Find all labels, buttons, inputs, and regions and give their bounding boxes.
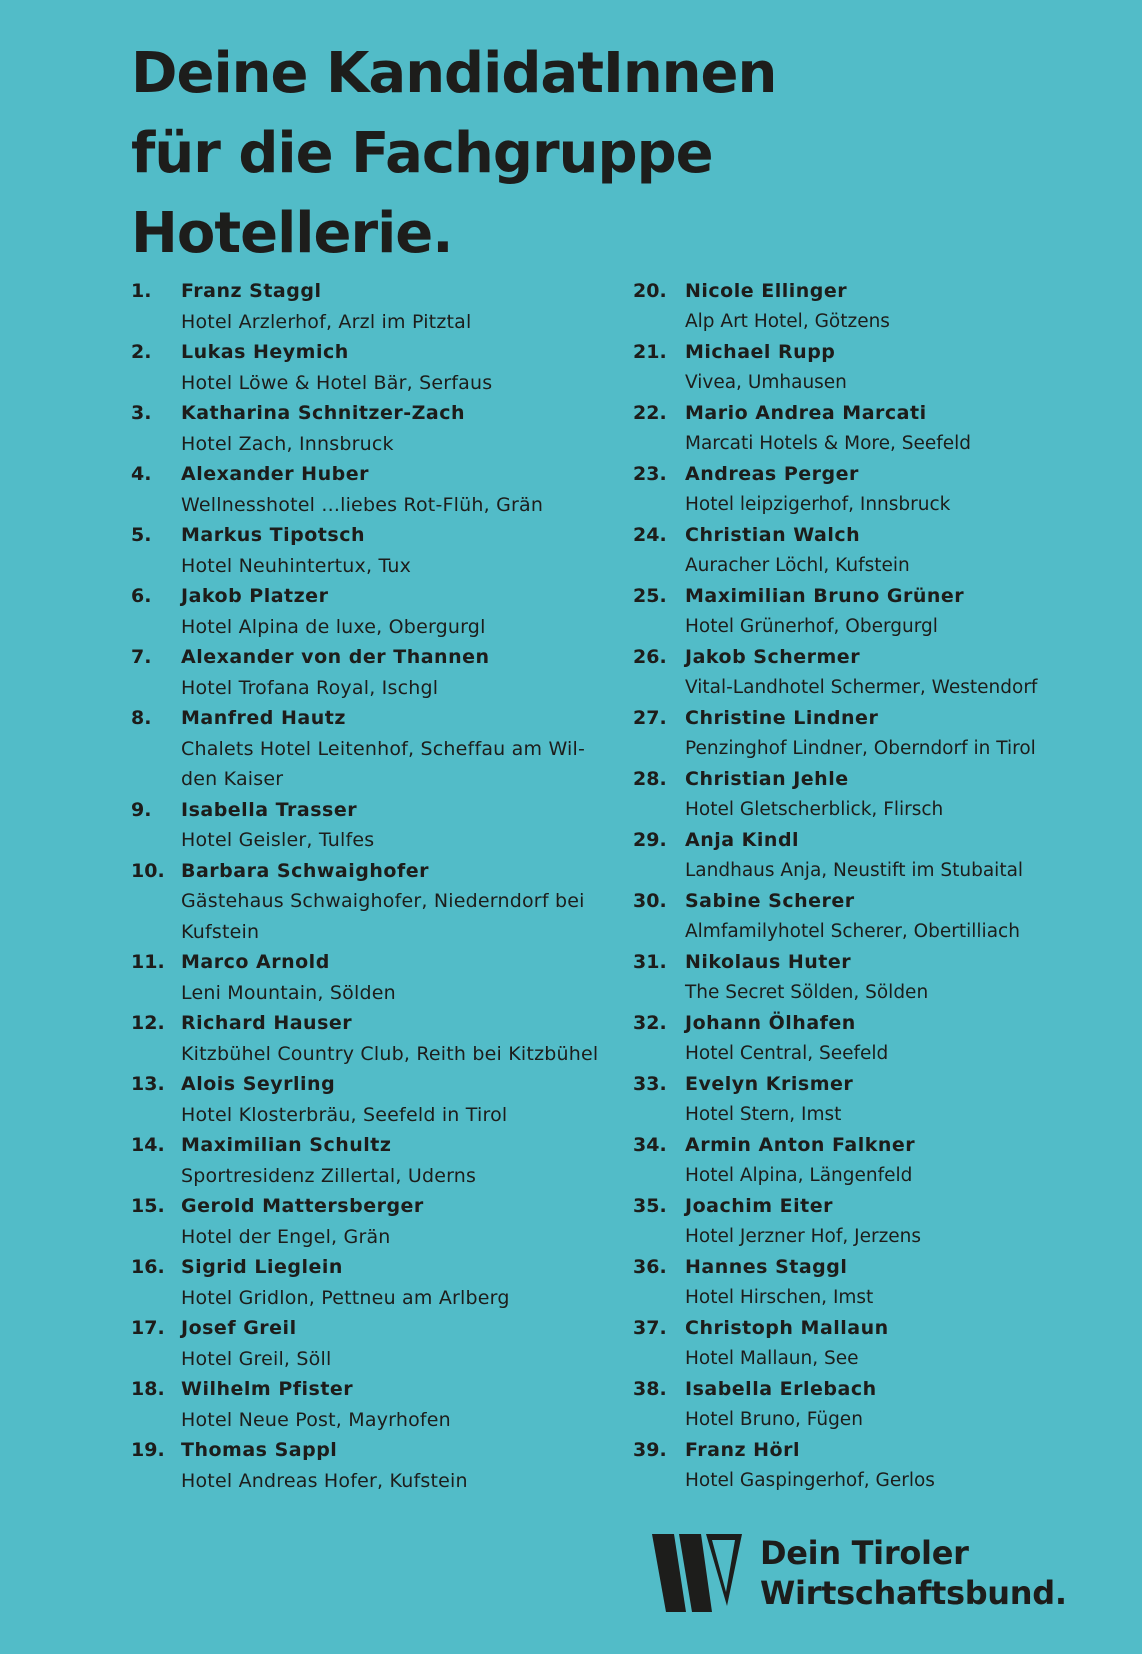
- candidate-details: [685, 1313, 1133, 1374]
- candidate-details: [181, 1374, 621, 1435]
- candidate-name: Katharina Schnitzer-Zach: [181, 402, 466, 424]
- candidate-number: 17.: [131, 1317, 165, 1339]
- candidate-number: 37.: [633, 1317, 667, 1339]
- candidate-number: 38.: [633, 1378, 667, 1400]
- candidate-entry: [633, 459, 1133, 520]
- candidate-hotel: Hotel Bruno, Fügen: [685, 1408, 863, 1430]
- candidate-hotel: Hotel Gaspingerhof, Gerlos: [685, 1469, 935, 1491]
- candidate-hotel: Penzinghof Lindner, Oberndorf in Tirol: [685, 737, 1036, 759]
- candidate-name: Johann Ölhafen: [685, 1012, 856, 1034]
- logo-wordmark: [760, 1533, 1067, 1613]
- candidate-details: [181, 1069, 621, 1130]
- candidate-details: [181, 795, 621, 856]
- candidate-name: Alexander Huber: [181, 463, 369, 485]
- candidate-number: 27.: [633, 707, 667, 729]
- candidate-name: Sabine Scherer: [685, 890, 855, 912]
- candidate-name: Christine Lindner: [685, 707, 879, 729]
- candidate-details: [181, 1435, 621, 1496]
- page-title: [131, 34, 776, 274]
- candidate-number: 20.: [633, 280, 667, 302]
- candidate-entry: [633, 276, 1133, 337]
- candidate-hotel: Vivea, Umhausen: [685, 371, 847, 393]
- candidate-hotel: Hotel Andreas Hofer, Kufstein: [181, 1469, 468, 1492]
- candidate-details: [685, 825, 1133, 886]
- candidate-number: 33.: [633, 1073, 667, 1095]
- candidate-name: Wilhelm Pfister: [181, 1378, 354, 1400]
- candidate-entry: [131, 337, 621, 398]
- candidate-entry: [633, 1069, 1133, 1130]
- candidate-number: 23.: [633, 463, 667, 485]
- candidate-entry: [131, 856, 621, 948]
- candidate-number: 10.: [131, 859, 165, 882]
- candidate-name: Jakob Schermer: [685, 646, 861, 668]
- candidate-entry: [633, 398, 1133, 459]
- candidate-entry: [131, 1252, 621, 1313]
- candidate-entry: [131, 947, 621, 1008]
- candidate-list-left: [131, 276, 621, 1496]
- candidate-hotel: Hotel Gridlon, Pettneu am Arlberg: [181, 1286, 510, 1309]
- candidate-number: 34.: [633, 1134, 667, 1156]
- candidate-number: 16.: [131, 1256, 165, 1278]
- candidate-number: 28.: [633, 768, 667, 790]
- candidate-details: [181, 642, 621, 703]
- candidate-name: Franz Staggl: [181, 280, 322, 302]
- candidate-number: 21.: [633, 341, 667, 363]
- candidate-hotel: The Secret Sölden, Sölden: [685, 981, 929, 1003]
- candidate-number: 11.: [131, 951, 165, 973]
- title-line: für die Fachgruppe: [131, 121, 713, 186]
- candidate-name: Evelyn Krismer: [685, 1073, 854, 1095]
- candidate-entry: [131, 703, 621, 795]
- candidate-details: [685, 642, 1133, 703]
- candidate-details: [181, 1008, 621, 1069]
- candidate-details: [181, 276, 621, 337]
- candidate-entry: [633, 1252, 1133, 1313]
- candidate-number: 5.: [131, 524, 152, 546]
- candidate-details: [181, 856, 621, 948]
- candidate-hotel: Hotel Central, Seefeld: [685, 1042, 889, 1064]
- candidate-name: Lukas Heymich: [181, 341, 349, 363]
- candidate-number: 30.: [633, 890, 667, 912]
- candidate-number: 8.: [131, 707, 152, 729]
- candidate-name: Maximilian Bruno Grüner: [685, 585, 965, 607]
- candidate-details: [685, 886, 1133, 947]
- candidate-name: Christian Walch: [685, 524, 861, 546]
- candidate-number: 3.: [131, 402, 152, 424]
- candidate-details: [685, 1435, 1133, 1496]
- candidate-name: Joachim Eiter: [685, 1195, 833, 1217]
- candidate-name: Markus Tipotsch: [181, 524, 365, 546]
- logo-line-1: Dein Tiroler: [760, 1534, 969, 1572]
- candidate-number: 15.: [131, 1195, 165, 1217]
- candidate-number: 13.: [131, 1073, 165, 1095]
- candidate-details: [685, 1008, 1133, 1069]
- candidate-hotel: Auracher Löchl, Kufstein: [685, 554, 910, 576]
- candidate-number: 39.: [633, 1439, 667, 1461]
- candidate-list-right: [633, 276, 1133, 1496]
- candidate-hotel: Hotel Hirschen, Imst: [685, 1286, 874, 1308]
- candidate-details: [685, 764, 1133, 825]
- candidate-number: 36.: [633, 1256, 667, 1278]
- candidate-name: Alexander von der Thannen: [181, 646, 490, 668]
- candidate-entry: [131, 1008, 621, 1069]
- candidate-details: [685, 459, 1133, 520]
- candidate-hotel: Kitzbühel Country Club, Reith bei Kitzbühel: [181, 1042, 599, 1065]
- candidate-number: 25.: [633, 585, 667, 607]
- candidate-hotel: Hotel Klosterbräu, Seefeld in Tirol: [181, 1103, 508, 1126]
- candidate-hotel: Hotel Trofana Royal, Ischgl: [181, 676, 439, 699]
- candidate-details: [685, 1130, 1133, 1191]
- candidate-entry: [633, 886, 1133, 947]
- candidate-details: [181, 1191, 621, 1252]
- candidate-name: Marco Arnold: [181, 951, 330, 973]
- candidate-details: [181, 337, 621, 398]
- candidate-entry: [633, 1313, 1133, 1374]
- candidate-number: 4.: [131, 463, 152, 485]
- candidate-number: 35.: [633, 1195, 667, 1217]
- candidate-details: [685, 520, 1133, 581]
- candidate-hotel: Hotel Greil, Söll: [181, 1347, 332, 1370]
- candidate-hotel: Hotel Arzlerhof, Arzl im Pitztal: [181, 310, 472, 333]
- candidate-entry: [131, 1313, 621, 1374]
- candidate-number: 2.: [131, 341, 152, 363]
- candidate-entry: [131, 276, 621, 337]
- candidate-entry: [633, 642, 1133, 703]
- candidate-name: Isabella Trasser: [181, 798, 358, 821]
- candidate-entry: [633, 520, 1133, 581]
- candidate-name: Franz Hörl: [685, 1439, 800, 1461]
- candidate-name: Barbara Schwaighofer: [181, 859, 429, 882]
- candidate-number: 6.: [131, 585, 152, 607]
- candidate-number: 19.: [131, 1439, 165, 1461]
- candidate-number: 24.: [633, 524, 667, 546]
- candidate-entry: [633, 1435, 1133, 1496]
- candidate-number: 29.: [633, 829, 667, 851]
- candidate-entry: [633, 1374, 1133, 1435]
- candidate-entry: [633, 947, 1133, 1008]
- candidate-hotel: Hotel Alpina de luxe, Obergurgl: [181, 615, 486, 638]
- logo: [652, 1533, 1067, 1613]
- candidate-number: 9.: [131, 798, 152, 821]
- candidate-hotel: Hotel Stern, Imst: [685, 1103, 842, 1125]
- candidate-hotel: Hotel Alpina, Längenfeld: [685, 1164, 913, 1186]
- candidate-entry: [131, 398, 621, 459]
- candidate-hotel: Hotel leipzigerhof, Innsbruck: [685, 493, 951, 515]
- candidate-name: Alois Seyrling: [181, 1073, 336, 1095]
- title-line: Deine KandidatInnen: [131, 41, 777, 106]
- candidate-name: Nikolaus Huter: [685, 951, 852, 973]
- candidate-number: 22.: [633, 402, 667, 424]
- candidate-hotel: Hotel Gletscherblick, Flirsch: [685, 798, 944, 820]
- candidate-hotel: Almfamilyhotel Scherer, Obertilliach: [685, 920, 1020, 942]
- candidate-name: Josef Greil: [181, 1317, 297, 1339]
- candidate-entry: [131, 1069, 621, 1130]
- candidate-entry: [131, 581, 621, 642]
- candidate-entry: [131, 642, 621, 703]
- candidate-hotel: Leni Mountain, Sölden: [181, 981, 396, 1004]
- candidate-entry: [131, 795, 621, 856]
- candidate-entry: [633, 703, 1133, 764]
- candidate-number: 26.: [633, 646, 667, 668]
- candidate-entry: [131, 1435, 621, 1496]
- candidate-details: [181, 947, 621, 1008]
- candidate-name: Thomas Sappl: [181, 1439, 338, 1461]
- logo-line-2: Wirtschaftsbund.: [760, 1574, 1067, 1612]
- candidate-number: 18.: [131, 1378, 165, 1400]
- candidate-details: [181, 520, 621, 581]
- candidate-hotel: Chalets Hotel Leitenhof, Scheffau am Wil-: [181, 737, 586, 760]
- candidate-details: [685, 1374, 1133, 1435]
- candidate-hotel: Vital-Landhotel Schermer, Westendorf: [685, 676, 1038, 698]
- candidate-name: Sigrid Lieglein: [181, 1256, 343, 1278]
- candidate-hotel: Hotel Löwe & Hotel Bär, Serfaus: [181, 371, 493, 394]
- candidate-entry: [131, 1130, 621, 1191]
- candidate-hotel-continued: Kufstein: [181, 920, 260, 943]
- candidate-name: Jakob Platzer: [181, 585, 329, 607]
- candidate-hotel: Hotel Zach, Innsbruck: [181, 432, 394, 455]
- candidate-details: [685, 276, 1133, 337]
- candidate-hotel: Hotel Neuhintertux, Tux: [181, 554, 412, 577]
- candidate-hotel: Marcati Hotels & More, Seefeld: [685, 432, 972, 454]
- candidate-details: [181, 459, 621, 520]
- candidate-number: 32.: [633, 1012, 667, 1034]
- candidate-hotel: Hotel der Engel, Grän: [181, 1225, 391, 1248]
- candidate-details: [181, 703, 621, 795]
- candidate-name: Hannes Staggl: [685, 1256, 848, 1278]
- candidate-hotel: Hotel Jerzner Hof, Jerzens: [685, 1225, 922, 1247]
- candidate-name: Richard Hauser: [181, 1012, 353, 1034]
- candidate-hotel: Gästehaus Schwaighofer, Niederndorf bei: [181, 890, 585, 912]
- candidate-number: 14.: [131, 1134, 165, 1156]
- candidate-hotel: Alp Art Hotel, Götzens: [685, 310, 890, 332]
- candidate-number: 12.: [131, 1012, 165, 1034]
- title-line: Hotellerie.: [131, 201, 453, 266]
- candidate-details: [685, 1252, 1133, 1313]
- candidate-entry: [633, 825, 1133, 886]
- candidate-name: Michael Rupp: [685, 341, 836, 363]
- candidate-entry: [131, 1374, 621, 1435]
- candidate-details: [181, 581, 621, 642]
- candidate-name: Anja Kindl: [685, 829, 800, 851]
- candidate-name: Christian Jehle: [685, 768, 849, 790]
- wirtschaftsbund-w-icon: [652, 1534, 742, 1612]
- candidate-name: Isabella Erlebach: [685, 1378, 877, 1400]
- candidate-entry: [633, 581, 1133, 642]
- candidate-name: Gerold Mattersberger: [181, 1195, 424, 1217]
- candidate-name: Armin Anton Falkner: [685, 1134, 916, 1156]
- candidate-details: [685, 398, 1133, 459]
- candidate-hotel-continued: den Kaiser: [181, 768, 284, 790]
- candidate-name: Andreas Perger: [685, 463, 859, 485]
- candidate-details: [685, 337, 1133, 398]
- candidate-number: 1.: [131, 280, 152, 302]
- candidate-entry: [633, 1191, 1133, 1252]
- candidate-entry: [131, 1191, 621, 1252]
- candidate-number: 7.: [131, 646, 152, 668]
- candidate-entry: [131, 520, 621, 581]
- candidate-details: [685, 703, 1133, 764]
- candidate-entry: [633, 1008, 1133, 1069]
- candidate-hotel: Hotel Geisler, Tulfes: [181, 829, 375, 851]
- candidate-hotel: Hotel Mallaun, See: [685, 1347, 859, 1369]
- candidate-entry: [131, 459, 621, 520]
- candidate-hotel: Wellnesshotel ...liebes Rot-Flüh, Grän: [181, 493, 544, 516]
- candidate-details: [181, 1252, 621, 1313]
- candidate-name: Mario Andrea Marcati: [685, 402, 927, 424]
- candidate-name: Manfred Hautz: [181, 707, 346, 729]
- candidate-name: Nicole Ellinger: [685, 280, 848, 302]
- candidate-hotel: Hotel Neue Post, Mayrhofen: [181, 1408, 451, 1431]
- candidate-details: [685, 581, 1133, 642]
- candidate-details: [685, 947, 1133, 1008]
- candidate-hotel: Hotel Grünerhof, Obergurgl: [685, 615, 938, 637]
- candidate-name: Maximilian Schultz: [181, 1134, 392, 1156]
- candidate-entry: [633, 1130, 1133, 1191]
- candidate-hotel: Landhaus Anja, Neustift im Stubaital: [685, 859, 1024, 881]
- candidate-name: Christoph Mallaun: [685, 1317, 889, 1339]
- candidate-entry: [633, 337, 1133, 398]
- candidate-entry: [633, 764, 1133, 825]
- candidate-details: [181, 1313, 621, 1374]
- candidate-details: [685, 1069, 1133, 1130]
- candidate-details: [685, 1191, 1133, 1252]
- candidate-hotel: Sportresidenz Zillertal, Uderns: [181, 1164, 477, 1187]
- candidate-details: [181, 398, 621, 459]
- candidate-number: 31.: [633, 951, 667, 973]
- candidate-details: [181, 1130, 621, 1191]
